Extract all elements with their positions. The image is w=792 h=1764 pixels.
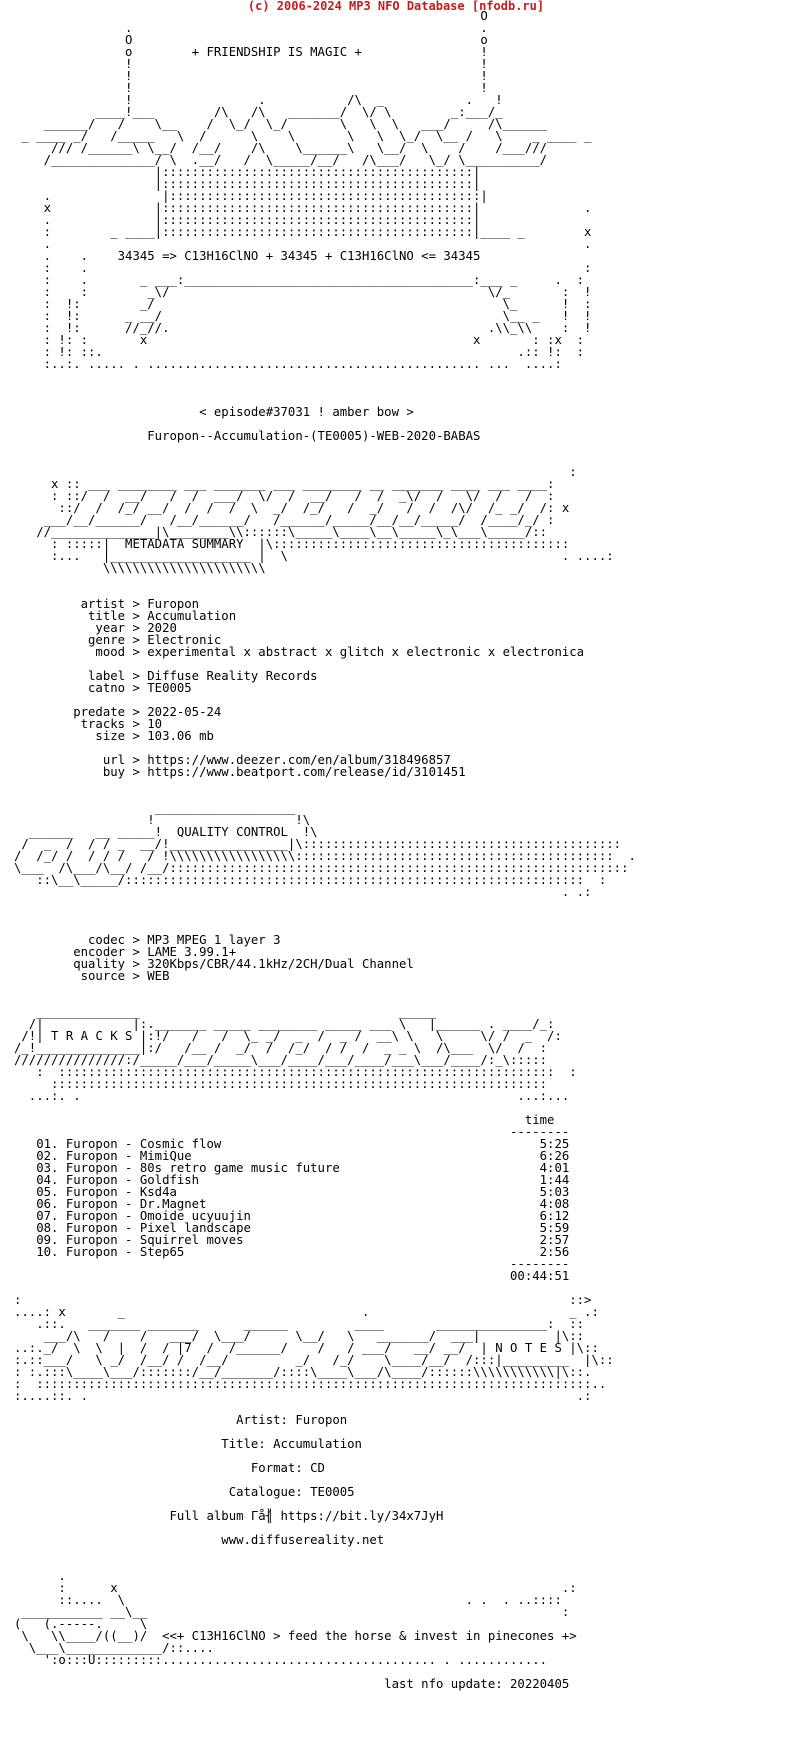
- nfo-document: O . . O o o + FRIENDSHIP IS MAGIC + ! ! ! ! ! ! ! ! . /\ _ . ! ____!___ /\ /\ _______/ \/ \ _:___/_ ______/ / \__ / \_/ \_/ \ \ \ ___/ /\______ _ ____ _/ /_____ \ / \ \ \ \ \_/ \__ / \ _ ____ _ /// /______\ \__/ /__/ /\ \______\ \__/ \ / /___/// /______________/ \ .__/ / \_____/__/ /\___/ \_/ \__________/ |::::::::::::::::::::::::::::::::::::::::::| |::::::::::::::::::::::::::::::::::::::::::| . |::::::::::::::::::::::::::::::::::::::::::| x |::::::::::::::::::::::::::::::::::::::::::| . . |::::::::::::::::::::::::::::::::::::::::::| : _ ____|::::::::::::::::::::::::::::::::::::::::::|____ _ x . . . . 34345 => C13H16ClNO + 34345 + C13H16ClNO <= 34345 : . : : . _ ___:_______________________________________:___ _ . : : : _\/ \/_ : ! : !: _/ \_ ! : : !: _ __/ \__ _ ! ! : !: //_//. .\\_\\ : ! : !: : x x : :x : : !: ::. .:: !: : :..:. ..... . ............................................. ... ....: < episode#37031 ! amber bow > Furopon--Accumulation-(TE0005)-WEB-2020-BABAS : x :: ___ ________ ___ _______ ___ ________ __ _______ ____ ___ ____: : ::/ / __/ / / ___/ \/ / __/ / / _\/ / \/ / / : ::/ / /_/ __/ / / / \ _/ /_/ / _/ / / /\/ /_ _/ /: x ___/__/______/ /__/______/ /______/_____/__/__/_____/ /____/_/ : //______________|\________\\::::::\_____\____\__\_____\_\___\_____/:: : :::::| METADATA SUMMARY |\:::::::::::::::::::::::::::::::::::::::: :... |___________________ | \ . ....: \\\\\\\\\\\\\\\\\\\\\\ artist > Furopon title > Accumulation year > 2020 genre > Electronic mood > experimental x abstract x glitch x electronic x electronica label > Diffuse Reality Records catno > TE0005 predate > 2022-05-24 tracks > 10 size > 103.06 mb url > https://www.deezer.com/en/album/318496857 buy > https://www.beatport.com/release/id/3101451 ___________________ ! !\ ______ __ _____! QUALITY CONTROL !\ / _ / / / _ __/!________________|\::::::::::::::::::::::::::::::::::::::::::: / /_/ / / / / / !\\\\\\\\\\\\\\\\\::::::::::::::::::::::::::::::::::::::::::: . \___ /\___/\__/ /__/:::::::::::::::::::::::::::::::::::::::::::::::::::::::::::::: ::\__\_____/:::::::::::::::::::::::::::::::::::::::::::::::::::::::::::::: : . .: codec > MP3 MPEG 1 layer 3 encoder > LAME 3.99.1+ quality > 320Kbps/CBR/44.1kHz/2CH/Dual Channel source > WEB ______________ _____ /| |:._______ _____ ________ _____ ___ \ |______ . ____/_: /!| T R A C K S |:!/ / / \_ _/ _ / _ / __\ \ \ \/ / _ /: /_!______________|:/ /__ / _/ / /_/ / / / _ _ \ /\___ \/ / : ///////////////:/_____/___/_____\___/____/___/____/___\___/____/:_\::::: : ::::::::::::::::::::::::::::::::::::::::::::::::::::::::::::::::::: : ::::::::::::::::::::::::::::::::::::::::::::::::::::::::::::::::::: ...:. . ...:... time -------- 01. Furopon - Cosmic flow 5:25 02. Furopon - MimiQue 6:26 03. Furopon - 80s retro game music future 4:01 04. Furopon - Goldfish 1:44 05. Furopon - Ksd4a 5:03 06. Furopon - Dr.Magnet 4:08 07. Furopon - Omoide ucyuujin 6:12 08. Furopon - Pixel landscape 5:59 09. Furopon - Squirrel moves 2:57 10. Furopon - Step65 2:56 -------- 00:44:51 : ::> ....: x _ . _ .: .::. _______ _______ ______ ____ _______________: :: ___/\ / / ___/ \___/ \__/ \ _______/ ___| |\:: ..:._/ \ \ | / / |7 / /______/ / / ___/ __/ __/ | N O T E S |\:: :.::___/ \ _/ /__/ / /__/ _/ /_/ \____/__/ /:::|_________ |\:: : :.:::\____\___/:::::::/__/_______/::::\____\___/\____/::::::\\\\\\\\\\\|\::. : :::::::::::::::::::::::::::::::::::::::::::::::::::::::::::::::::::::::::::.. :....::. . .: Artist: Furopon Title: Accumulation Format: CD Catalogue: TE0005 Full album Γǻ╢ https://bit.ly/34x7JyH www.diffusereality.net . : x .: ::.... \ . . . ..:::: ___________ __\__ : ( (.-----. \ \ \\____/((__)/ <<+ C13H16ClNO > feed the horse & invest in pinecones +> \___\_____________/::.... ':o:::U:::::::::..................................... . ............ last nfo update: 20220405: [14, 9, 636, 1691]
- site-copyright-header: (c) 2006-2024 MP3 NFO Database [nfodb.ru]: [247, 0, 545, 13]
